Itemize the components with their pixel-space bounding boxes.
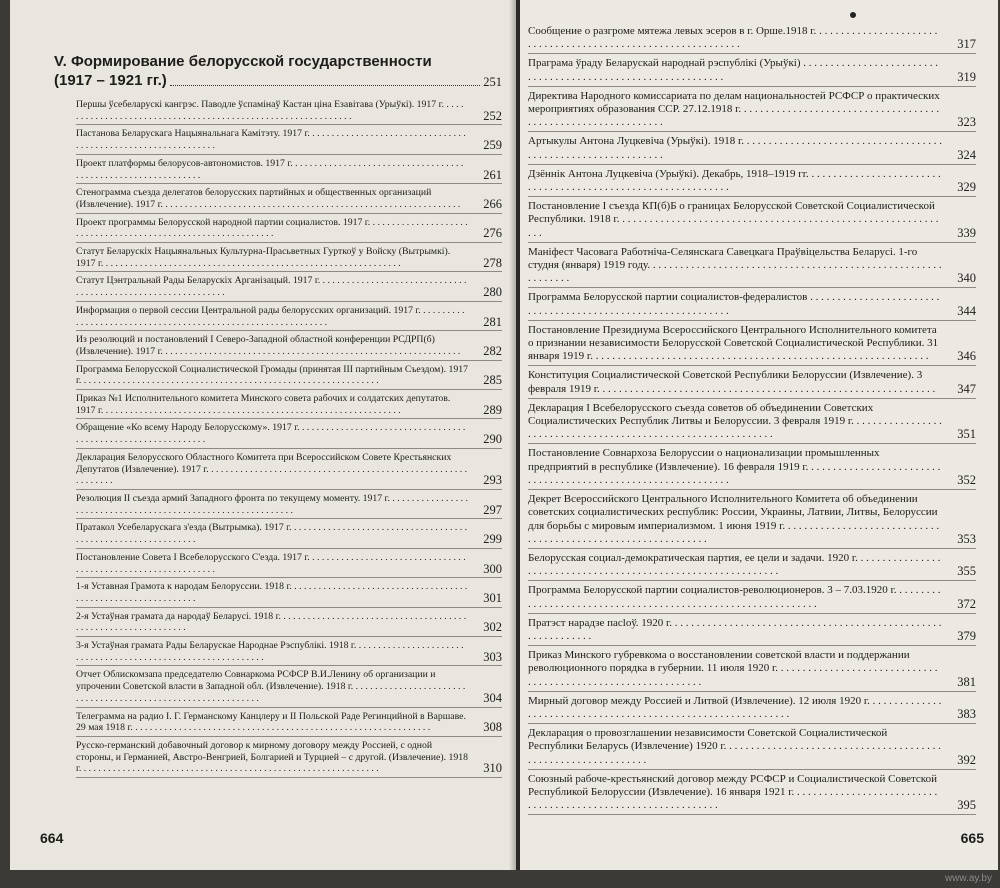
toc-entry-page: 293 bbox=[483, 473, 502, 488]
toc-entry-page: 346 bbox=[957, 349, 976, 364]
ink-dot bbox=[850, 12, 856, 18]
toc-entry bbox=[528, 646, 976, 692]
toc-entry-title: Праграма ўраду Беларускай народнай рэспублікі (Урыўкі) . . . bbox=[528, 57, 938, 82]
toc-entry-title: Телеграмма на радио I. Г. Германскому Канцлеру и II Польской Раде Регинцийной в Варшаве. 29 мая 1918 г. . . . bbox=[76, 711, 466, 734]
toc-entry-page: 300 bbox=[483, 561, 502, 576]
toc-entry bbox=[528, 197, 976, 243]
toc-entry-page: 352 bbox=[957, 472, 976, 487]
toc-entry-title: Пратэст нарадзе пасloў. 1920 г. . . . bbox=[528, 617, 942, 642]
toc-entry-page: 317 bbox=[957, 37, 976, 52]
toc-entry-page: 395 bbox=[957, 798, 976, 813]
toc-entry-title: Русско-германский добавочный договор к мирному договору между Россией, с одной стороны, и Германией, Австро-Венгрией, Болгарией и Турцией – с другой. (Извлечение). 1918 г. . . . bbox=[76, 740, 468, 774]
toc-entry-title: Программа Белорусской партии социалистов-революционеров. 3 – 7.03.1920 г. . . . bbox=[528, 584, 940, 609]
toc-entry-page: 297 bbox=[483, 502, 502, 517]
toc-entry-title: Директива Народного комиссариата по делам национальностей РСФСР о практических мероприятиях образования ССР. 27.12.1918 г. . . . bbox=[528, 90, 940, 128]
toc-entry-page: 324 bbox=[957, 147, 976, 162]
toc-entry-title: Программа Белорусской Социалистической Громады (принятая III партийным Съездом). 1917 г. . . . bbox=[76, 364, 468, 387]
toc-entry bbox=[76, 666, 502, 707]
toc-entry bbox=[528, 614, 976, 646]
toc-entry-title: Постановление Совета I Всебелорусского С'езда. 1917 г. . . . bbox=[76, 552, 466, 575]
toc-entry-title: Першы ўсебеларускі кангрэс. Паводле ўспамінаў Кастан цiна Езавітава (Урыўкі). 1917 г. . . . bbox=[76, 99, 463, 122]
page-number-left: 664 bbox=[40, 830, 64, 846]
toc-entry-page: 299 bbox=[483, 532, 502, 547]
toc-entry bbox=[528, 444, 976, 490]
toc-entry-title: Дзённік Антона Луцкевіча (Урыўкі). Декабрь, 1918–1919 гг. . . . bbox=[528, 168, 941, 193]
toc-entry-title: Маніфест Часовага Работніча-Селянскага Савецкага Праўвіцельства Беларусі. 1-го студня (января) 1919 году. . . . bbox=[528, 246, 942, 284]
toc-entry bbox=[528, 581, 976, 613]
toc-entry-title: Постановление Президиума Всероссийского Центрального Исполнительного комитета о признании независимости Белорусской Советской Социалистической Республики. 31 января 1919 г. . . . bbox=[528, 324, 938, 362]
toc-entry-page: 351 bbox=[957, 427, 976, 442]
toc-entry-page: 304 bbox=[483, 690, 502, 705]
toc-entry bbox=[528, 54, 976, 86]
toc-entry bbox=[76, 578, 502, 607]
toc-entry-page: 252 bbox=[483, 108, 502, 123]
toc-entry-page: 303 bbox=[483, 649, 502, 664]
toc-entry-page: 261 bbox=[483, 167, 502, 182]
toc-entry bbox=[76, 331, 502, 360]
toc-entry-title: Артыкулы Антона Луцкевіча (Урыўкі). 1918 г. . . . bbox=[528, 135, 942, 160]
toc-entry-title: Мирный договор между Россией и Литвой (Извлечение). 12 июля 1920 г. . . . bbox=[528, 695, 941, 720]
toc-entry bbox=[76, 608, 502, 637]
toc-entry-title: Приказ Минского губревкома о восстановлении советской власти и поддержании революционного порядка в губернии. 11 июля 1920 г. . . . bbox=[528, 649, 938, 687]
toc-entry bbox=[76, 419, 502, 448]
toc-entry bbox=[528, 399, 976, 445]
toc-entry bbox=[528, 770, 976, 816]
toc-entry-page: 329 bbox=[957, 180, 976, 195]
toc-entry bbox=[528, 243, 976, 289]
toc-entry bbox=[76, 390, 502, 419]
toc-entry-page: 289 bbox=[483, 402, 502, 417]
toc-entry-page: 281 bbox=[483, 314, 502, 329]
toc-entry bbox=[76, 125, 502, 154]
toc-entry bbox=[76, 214, 502, 243]
section-title-years: (1917 – 1921 гг.) bbox=[54, 72, 167, 89]
toc-entry bbox=[76, 184, 502, 213]
toc-entry-title: Конституция Социалистической Советской Республики Белоруссии (Извлечение). 3 февраля 1919 г. . . . bbox=[528, 369, 935, 394]
toc-entry bbox=[76, 243, 502, 272]
toc-entry-title: Постановление Совнархоза Белоруссии о национализации промышленных предприятий в республике (Извлечение). 16 февраля 1919 г. . . . bbox=[528, 447, 940, 485]
toc-entry bbox=[76, 549, 502, 578]
toc-entry-title: Резолюция II съезда армий Западного фронта по текущему моменту. 1917 г. . . . bbox=[76, 493, 468, 516]
toc-entry-page: 290 bbox=[483, 432, 502, 447]
toc-entry-page: 301 bbox=[483, 590, 502, 605]
toc-entry bbox=[528, 549, 976, 581]
page-number-right: 665 bbox=[960, 830, 984, 846]
toc-entry-page: 266 bbox=[483, 196, 502, 211]
toc-entry-title: 1-я Уставная Грамота к народам Белоруссии. 1918 г. . . . bbox=[76, 581, 467, 604]
toc-entry-title: Обращение «Ко всему Народу Белорусскому». 1917 г. . . . bbox=[76, 422, 465, 445]
toc-entry-title: Пратакол Усебеларускага з'езда (Вытрымка). 1917 г. . . . bbox=[76, 522, 467, 545]
toc-entry bbox=[528, 288, 976, 320]
toc-entry bbox=[528, 724, 976, 770]
toc-entry-page: 282 bbox=[483, 343, 502, 358]
toc-entry-page: 259 bbox=[483, 138, 502, 153]
toc-entry bbox=[76, 155, 502, 184]
toc-entry-page: 276 bbox=[483, 226, 502, 241]
toc-entry-page: 339 bbox=[957, 225, 976, 240]
toc-entry-page: 355 bbox=[957, 564, 976, 579]
left-page bbox=[10, 0, 516, 870]
toc-entry bbox=[76, 272, 502, 301]
toc-entry-title: Отчет Облискомзапа председателю Совнаркома РСФСР В.И.Ленину об организации и упрочении Советской власти в Западной обл. (Извлечение). 1918 г. . . . bbox=[76, 669, 465, 703]
toc-entry-page: 379 bbox=[957, 628, 976, 643]
toc-entry-title: Декларация Белорусского Областного Комитета при Всероссийском Совете Крестьянских Депутатов (Извлечение). 1917 г. . . . bbox=[76, 452, 467, 486]
toc-entry-title: Проект программы Белорусской народной партии социалистов. 1917 г. . . . bbox=[76, 217, 468, 240]
toc-entry bbox=[528, 165, 976, 197]
toc-entry-page: 347 bbox=[957, 381, 976, 396]
toc-entry-title: 3-я Устаўная грамата Рады Беларускае Народнае Рэспублікі. 1918 г. . . . bbox=[76, 640, 464, 663]
toc-entry bbox=[76, 490, 502, 519]
toc-entry-title: Статут Беларускіх Нацыянальных Культурна-Прасьветных Гурткоў у Войску (Вытрымкі). 1917 г. . . . bbox=[76, 246, 450, 269]
toc-entry-page: 308 bbox=[483, 720, 502, 735]
right-toc-list bbox=[528, 22, 976, 815]
toc-entry bbox=[76, 519, 502, 548]
toc-entry-title: Декрет Всероссийского Центрального Исполнительного Комитета об объединении советских социалистических республик: России, Украины, Латвии, Литвы, Белоруссии для борьбы с мировым империализмом. 1 июня 1919 г. . . . bbox=[528, 493, 939, 545]
toc-entry-title: Пастанова Беларускага Нацыянальнага Камітэту. 1917 г. . . . bbox=[76, 128, 466, 151]
toc-entry-page: 383 bbox=[957, 706, 976, 721]
toc-entry bbox=[528, 321, 976, 367]
toc-entry-page: 344 bbox=[957, 303, 976, 318]
toc-entry-title: Программа Белорусской партии социалистов-федералистов . . . bbox=[528, 291, 939, 316]
toc-entry-title: Проект платформы белорусов-автономистов. 1917 г. . . . bbox=[76, 158, 463, 181]
toc-entry bbox=[528, 22, 976, 54]
toc-entry bbox=[76, 449, 502, 490]
toc-entry bbox=[76, 96, 502, 125]
toc-entry-title: Сообщение о разгроме мятежа левых эсеров в г. Орше.1918 г. . . . bbox=[528, 25, 937, 50]
toc-entry-title: Приказ №1 Исполнительного комитета Минского совета рабочих и солдатских депутатов. 1917 г. . . . bbox=[76, 393, 450, 416]
toc-entry bbox=[76, 361, 502, 390]
toc-entry-page: 392 bbox=[957, 752, 976, 767]
toc-entry-page: 319 bbox=[957, 69, 976, 84]
toc-entry-page: 381 bbox=[957, 674, 976, 689]
toc-entry-title: Белорусская социал-демократическая партия, ее цели и задачи. 1920 г. . . . bbox=[528, 552, 940, 577]
right-page bbox=[520, 0, 998, 870]
section-heading bbox=[54, 52, 502, 90]
toc-entry bbox=[528, 692, 976, 724]
section-title: V. Формирование белорусской государственности bbox=[54, 53, 432, 70]
toc-entry bbox=[528, 490, 976, 549]
toc-entry-title: Информация о первой сессии Центральной рады белорусских организаций. 1917 г. . . . bbox=[76, 305, 465, 328]
toc-entry-page: 302 bbox=[483, 620, 502, 635]
toc-entry-title: Декларация о провозглашении независимости Советской Социалистической Республики Беларусь (Извлечение) 1920 г. . . . bbox=[528, 727, 941, 765]
toc-entry-page: 372 bbox=[957, 596, 976, 611]
toc-entry bbox=[76, 637, 502, 666]
toc-entry-page: 280 bbox=[483, 285, 502, 300]
toc-entry-page: 323 bbox=[957, 115, 976, 130]
toc-entry bbox=[528, 366, 976, 398]
toc-entry bbox=[76, 708, 502, 737]
toc-entry-title: Декларация I Всебелорусского съезда советов об объединении Советских Социалистических Республик Литвы и Белоруссии. 3 февраля 1919 г. . . . bbox=[528, 402, 942, 440]
toc-entry-title: 2-я Устаўная грамата да народаў Беларусі. 1918 г. . . . bbox=[76, 611, 466, 634]
toc-entry bbox=[76, 737, 502, 778]
section-page: 251 bbox=[483, 75, 502, 89]
toc-entry-page: 310 bbox=[483, 761, 502, 776]
toc-entry-page: 353 bbox=[957, 531, 976, 546]
toc-entry-title: Союзный рабоче-крестьянский договор между РСФСР и Социалистической Советской Республикой Белоруссии (Извлечение). 16 января 1921 г. . . . bbox=[528, 773, 937, 811]
toc-entry-page: 340 bbox=[957, 271, 976, 286]
toc-entry bbox=[528, 87, 976, 133]
toc-entry-page: 278 bbox=[483, 255, 502, 270]
toc-entry-title: Стенограмма съезда делегатов белорусских партийных и общественных организаций (Извлечение). 1917 г. . . . bbox=[76, 187, 460, 210]
left-toc-list bbox=[54, 96, 502, 778]
toc-entry-page: 285 bbox=[483, 373, 502, 388]
toc-entry bbox=[528, 132, 976, 164]
toc-entry-title: Постановление I съезда КП(б)Б о границах Белорусской Советской Социалистической Республики. 1918 г. . . . bbox=[528, 200, 938, 238]
toc-entry-title: Из резолюций и постановлений I Северо-Западной областной конференции РСДРП(б) (Извлечение). 1917 г. . . . bbox=[76, 334, 460, 357]
toc-entry bbox=[76, 302, 502, 331]
toc-entry-title: Статут Цэнтральнай Рады Беларускіх Арганізацый. 1917 г. . . . bbox=[76, 275, 466, 298]
watermark: www.ay.by bbox=[944, 873, 992, 884]
